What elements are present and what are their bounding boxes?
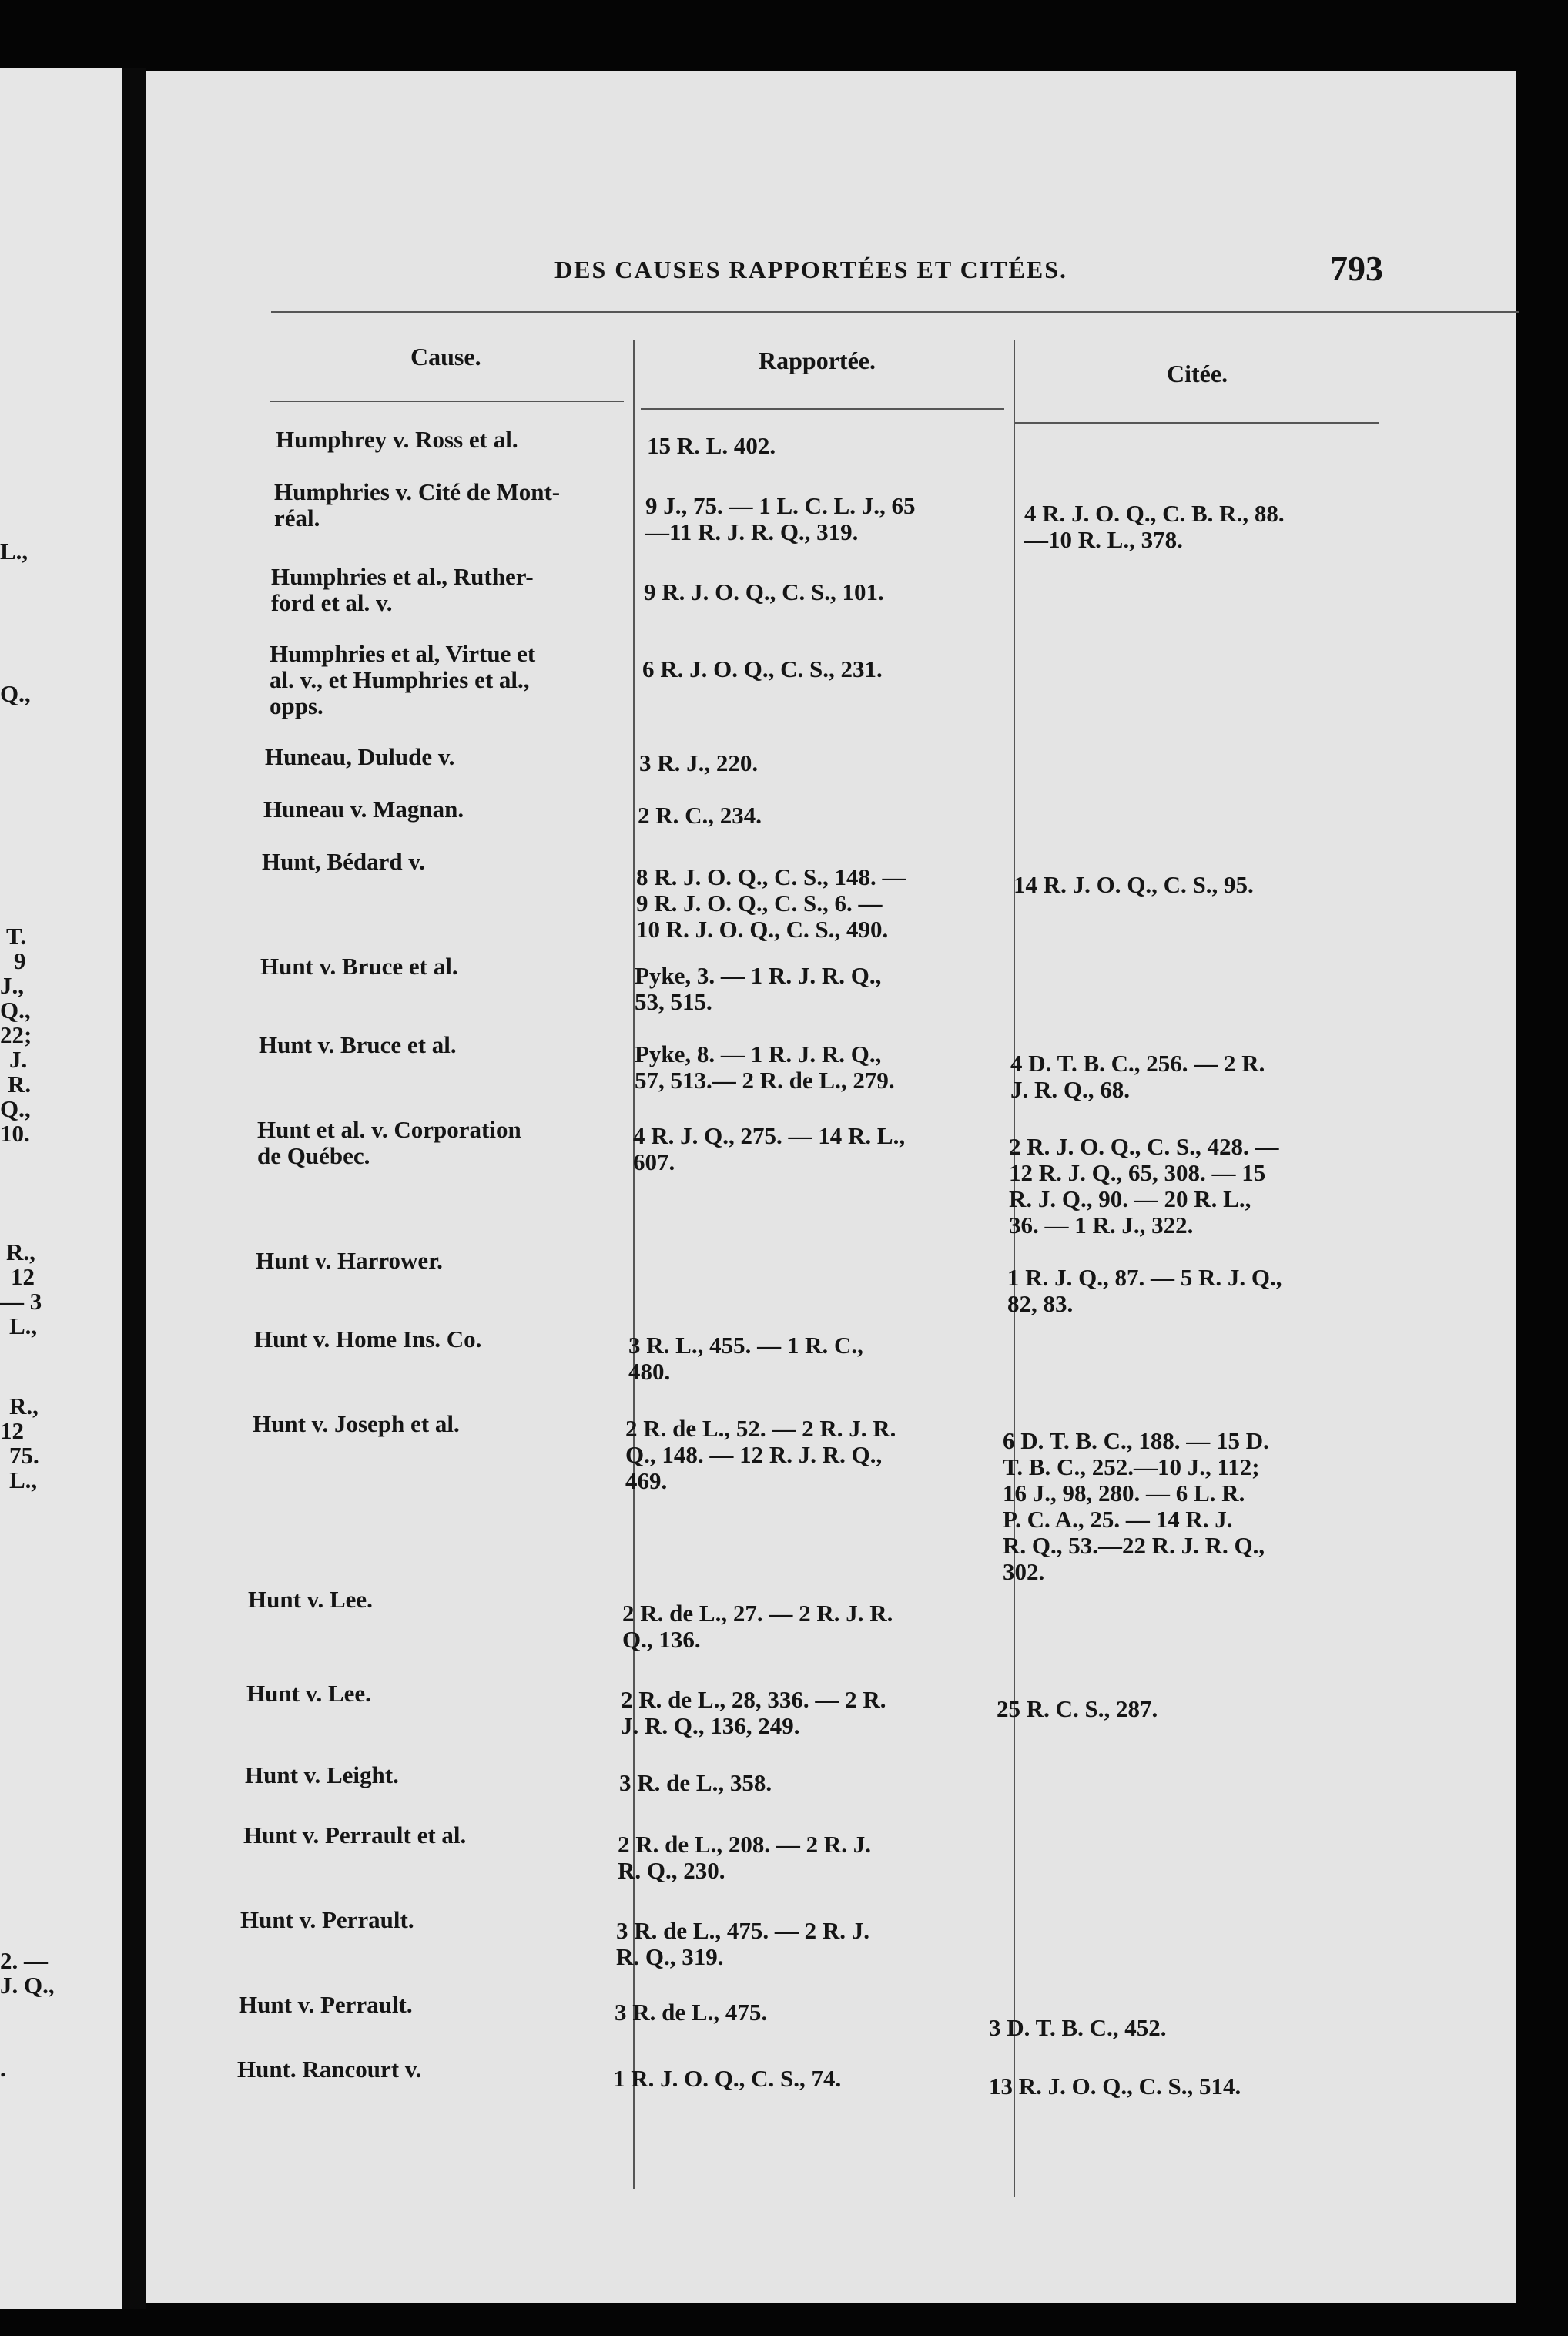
rapportee-cell: 2 R. de L., 208. — 2 R. J. R. Q., 230. xyxy=(618,1831,871,1884)
cause-cell: Humphrey v. Ross et al. xyxy=(276,426,518,453)
margin-text: 75. xyxy=(9,1442,39,1469)
header-rule xyxy=(271,311,1519,313)
cause-cell: Hunt v. Bruce et al. xyxy=(260,953,458,980)
rapportee-cell: 3 R. J., 220. xyxy=(639,749,759,776)
cause-cell: Huneau v. Magnan. xyxy=(263,796,464,823)
running-header: DES CAUSES RAPPORTÉES ET CITÉES. xyxy=(554,256,1068,283)
book-page xyxy=(146,71,1516,2303)
margin-text: . xyxy=(0,2055,6,2082)
citee-cell: 2 R. J. O. Q., C. S., 428. — 12 R. J. Q., 65, 308. — 15 R. J. Q., 90. — 20 R. L., 36. — 1 R. J., 322. xyxy=(1009,1133,1279,1238)
rapportee-cell: 3 R. de L., 358. xyxy=(619,1769,772,1796)
column-header-citee: Citée. xyxy=(1167,360,1228,387)
margin-text: J., xyxy=(0,972,24,999)
rapportee-cell: 4 R. J. Q., 275. — 14 R. L., 607. xyxy=(633,1122,906,1175)
cause-cell: Hunt. Rancourt v. xyxy=(237,2056,422,2083)
column-header-rule xyxy=(1015,422,1379,424)
rapportee-cell: 3 R. L., 455. — 1 R. C., 480. xyxy=(628,1332,863,1385)
citee-cell: 25 R. C. S., 287. xyxy=(997,1695,1158,1722)
margin-text: 12 xyxy=(0,1417,24,1444)
column-header-rule xyxy=(270,401,624,402)
margin-text: R., xyxy=(9,1393,39,1419)
margin-text: 2. — xyxy=(0,1947,48,1974)
rapportee-cell: 2 R. de L., 52. — 2 R. J. R. Q., 148. — 12 R. J. R. Q., 469. xyxy=(625,1415,896,1494)
margin-text: 22; xyxy=(0,1021,32,1048)
cause-cell: Hunt v. Leight. xyxy=(245,1761,399,1788)
rapportee-cell: 2 R. de L., 28, 336. — 2 R. J. R. Q., 136, 249. xyxy=(621,1686,886,1739)
margin-text: Q., xyxy=(0,680,31,707)
cause-cell: Humphries v. Cité de Mont- réal. xyxy=(274,478,561,531)
margin-text: R. xyxy=(8,1071,32,1098)
cause-cell: Humphries et al., Ruther- ford et al. v. xyxy=(271,563,534,616)
rapportee-cell: Pyke, 3. — 1 R. J. R. Q., 53, 515. xyxy=(635,962,882,1015)
rapportee-cell: 9 R. J. O. Q., C. S., 101. xyxy=(644,578,884,605)
cause-cell: Hunt v. Lee. xyxy=(248,1586,373,1613)
rapportee-cell: 15 R. L. 402. xyxy=(647,432,776,459)
cause-cell: Hunt v. Joseph et al. xyxy=(253,1410,460,1437)
cause-cell: Hunt et al. v. Corporation de Québec. xyxy=(257,1116,521,1169)
cause-cell: Hunt v. Perrault. xyxy=(240,1906,414,1933)
cause-cell: Hunt v. Harrower. xyxy=(256,1247,443,1274)
citee-cell: 4 D. T. B. C., 256. — 2 R. J. R. Q., 68. xyxy=(1010,1050,1265,1103)
rapportee-cell: 8 R. J. O. Q., C. S., 148. — 9 R. J. O. Q., C. S., 6. — 10 R. J. O. Q., C. S., 490. xyxy=(636,863,906,943)
rapportee-cell: 9 J., 75. — 1 L. C. L. J., 65 —11 R. J. R. Q., 319. xyxy=(645,492,916,545)
cause-cell: Huneau, Dulude v. xyxy=(265,743,455,770)
rapportee-cell: 6 R. J. O. Q., C. S., 231. xyxy=(642,655,883,682)
cause-cell: Hunt v. Home Ins. Co. xyxy=(254,1326,482,1352)
cause-cell: Humphries et al, Virtue et al. v., et Humphries et al., opps. xyxy=(270,640,536,719)
citee-cell: 6 D. T. B. C., 188. — 15 D. T. B. C., 252.—10 J., 112; 16 J., 98, 280. — 6 L. R. P. C. A., 25. — 14 R. J. R. Q., 53.—22 R. J. R. Q., 302. xyxy=(1003,1427,1269,1585)
citee-cell: 14 R. J. O. Q., C. S., 95. xyxy=(1014,871,1254,898)
cause-cell: Hunt v. Lee. xyxy=(246,1680,371,1707)
margin-text: — 3 xyxy=(0,1288,42,1315)
margin-text: 12 xyxy=(11,1263,35,1290)
rapportee-cell: 3 R. de L., 475. xyxy=(615,1999,768,2026)
page-number: 793 xyxy=(1330,249,1383,288)
citee-cell: 3 D. T. B. C., 452. xyxy=(989,2014,1167,2041)
column-header-rapportee: Rapportée. xyxy=(759,347,876,374)
cause-cell: Hunt v. Perrault. xyxy=(239,1991,413,2018)
margin-text: L., xyxy=(9,1466,38,1493)
rapportee-cell: 2 R. C., 234. xyxy=(638,802,762,829)
margin-text: 9 xyxy=(14,947,26,974)
cause-cell: Hunt v. Bruce et al. xyxy=(259,1031,457,1058)
column-divider xyxy=(633,340,635,2189)
book-spine xyxy=(122,68,146,2309)
cause-cell: Hunt, Bédard v. xyxy=(262,848,425,875)
margin-text: J. Q., xyxy=(0,1972,55,1999)
citee-cell: 13 R. J. O. Q., C. S., 514. xyxy=(989,2073,1241,2100)
rapportee-cell: 1 R. J. O. Q., C. S., 74. xyxy=(613,2065,842,2092)
margin-text: J. xyxy=(9,1046,28,1073)
margin-text: 10. xyxy=(0,1120,30,1147)
cause-cell: Hunt v. Perrault et al. xyxy=(243,1822,467,1848)
rapportee-cell: 3 R. de L., 475. — 2 R. J. R. Q., 319. xyxy=(616,1917,869,1970)
margin-text: Q., xyxy=(0,997,31,1024)
margin-text: L., xyxy=(0,538,28,565)
citee-cell: 1 R. J. Q., 87. — 5 R. J. Q., 82, 83. xyxy=(1007,1264,1282,1317)
facing-page-fragment xyxy=(0,68,122,2309)
margin-text: L., xyxy=(9,1312,38,1339)
margin-text: Q., xyxy=(0,1095,31,1122)
column-header-rule xyxy=(641,408,1004,410)
margin-text: R., xyxy=(6,1238,35,1265)
rapportee-cell: Pyke, 8. — 1 R. J. R. Q., 57, 513.— 2 R. de L., 279. xyxy=(635,1041,895,1094)
rapportee-cell: 2 R. de L., 27. — 2 R. J. R. Q., 136. xyxy=(622,1600,893,1653)
column-header-cause: Cause. xyxy=(410,343,481,370)
citee-cell: 4 R. J. O. Q., C. B. R., 88. —10 R. L., 378. xyxy=(1024,500,1285,553)
margin-text: T. xyxy=(6,923,27,950)
